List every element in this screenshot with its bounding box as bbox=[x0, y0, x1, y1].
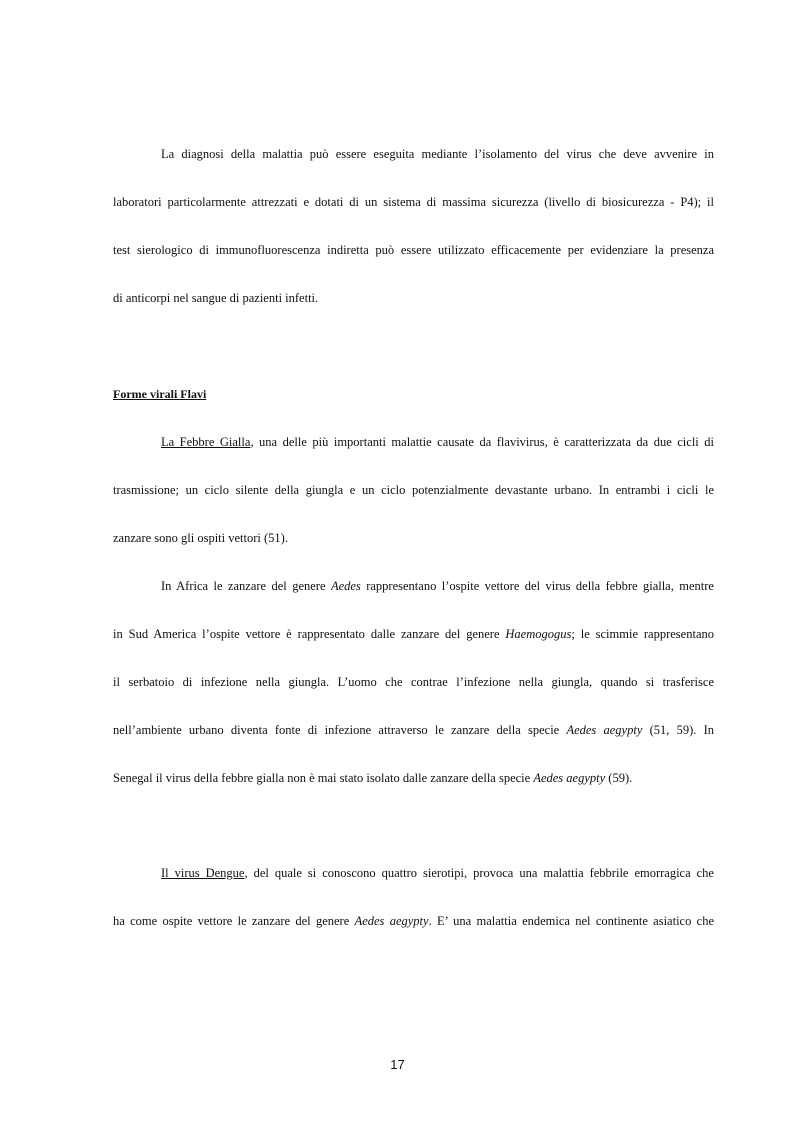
page-number: 17 bbox=[390, 1057, 405, 1072]
paragraph-line: test sierologico di immunofluorescenza indiretta può essere utilizzato efficacemente per evidenziare la presenza bbox=[113, 243, 714, 257]
paragraph-line: In Africa le zanzare del genere Aedes rappresentano l’ospite vettore del virus della febbre gialla, mentre bbox=[161, 579, 714, 593]
paragraph-line: La Febbre Gialla, una delle più importanti malattie causate da flavivirus, è caratterizzata da due cicli di bbox=[161, 435, 714, 449]
paragraph-line: Senegal il virus della febbre gialla non è mai stato isolato dalle zanzare della specie Aedes aegypty (59). bbox=[113, 771, 633, 785]
paragraph-line: Il virus Dengue, del quale si conoscono quattro sierotipi, provoca una malattia febbrile emorragica che bbox=[161, 866, 714, 880]
genus-aedes: Aedes bbox=[330, 579, 361, 593]
species-aedes-aegypty: Aedes aegypty bbox=[566, 723, 643, 737]
term-febbre-gialla: La Febbre Gialla bbox=[161, 435, 251, 449]
paragraph-line: nell’ambiente urbano diventa fonte di infezione attraverso le zanzare della specie Aedes aegypty (51, 59). In bbox=[113, 723, 714, 737]
paragraph-line: in Sud America l’ospite vettore è rappresentato dalle zanzare del genere Haemogogus; le scimmie rappresentano bbox=[113, 627, 714, 641]
species-aedes-aegypty: Aedes aegypty bbox=[354, 914, 429, 928]
paragraph-line: trasmissione; un ciclo silente della giungla e un ciclo potenzialmente devastante urbano. In entrambi i cicli le bbox=[113, 483, 714, 497]
paragraph-line: La diagnosi della malattia può essere eseguita mediante l’isolamento del virus che deve avvenire in bbox=[161, 147, 714, 161]
paragraph-line: laboratori particolarmente attrezzati e dotati di un sistema di massima sicurezza (livello di biosicurezza - P4); il bbox=[113, 195, 714, 209]
paragraph-line: ha come ospite vettore le zanzare del genere Aedes aegypty. E’ una malattia endemica nel continente asiatico che bbox=[113, 914, 714, 928]
section-heading: Forme virali Flavi bbox=[113, 387, 207, 401]
paragraph-line: di anticorpi nel sangue di pazienti infetti. bbox=[113, 291, 319, 305]
term-virus-dengue: Il virus Dengue bbox=[161, 866, 245, 880]
paragraph-line: zanzare sono gli ospiti vettori (51). bbox=[113, 531, 288, 545]
genus-haemogogus: Haemogogus bbox=[505, 627, 572, 641]
paragraph-line: il serbatoio di infezione nella giungla. L’uomo che contrae l’infezione nella giungla, quando si trasferisce bbox=[113, 675, 714, 689]
species-aedes-aegypty: Aedes aegypty bbox=[533, 771, 606, 785]
